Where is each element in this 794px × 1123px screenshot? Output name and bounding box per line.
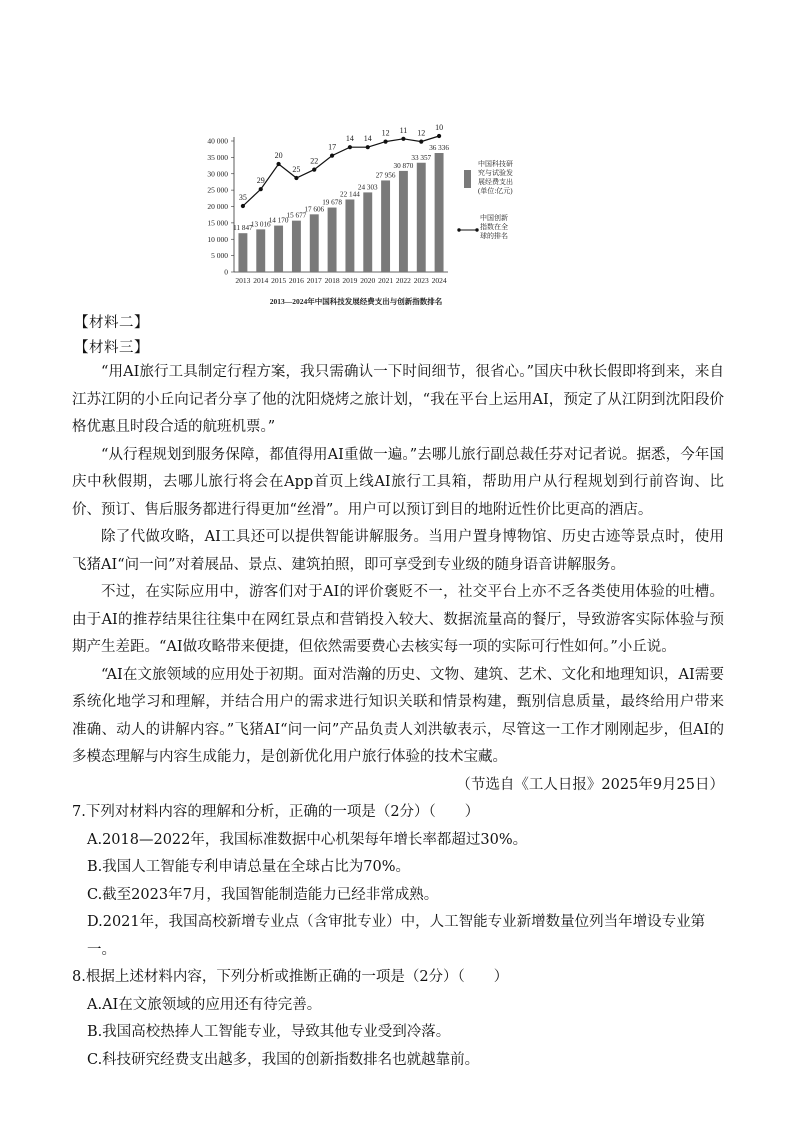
rank-value-label: 17 [328,142,337,152]
y-tick-label: 5 000 [211,251,228,261]
y-tick-label: 10 000 [207,234,228,244]
rank-point-2020 [366,145,370,149]
legend-bar-label: 中国科技研 [478,160,513,168]
bar-2024 [435,153,444,272]
rank-value-label: 11 [399,125,408,135]
rd-expenditure-innovation-chart [196,114,596,314]
legend-bar-label: 展经费支出 [478,178,513,186]
y-tick-label: 15 000 [207,218,228,228]
rank-value-label: 35 [238,193,247,202]
rank-point-2018 [330,154,334,158]
rank-point-2024 [437,134,441,138]
rank-point-2014 [259,187,263,191]
rank-value-label: 22 [310,156,319,166]
y-tick-label: 25 000 [207,185,228,195]
bar-value-label: 19 678 [322,198,342,207]
legend-line-label: 球的排名 [480,232,508,240]
x-tick-label: 2015 [271,276,287,285]
rank-value-label: 12 [417,128,426,138]
rank-value-label: 20 [274,151,283,160]
bar-value-label: 11 847 [233,224,253,233]
rank-point-2019 [348,145,352,149]
rank-value-label: 14 [345,134,354,144]
article-body [72,359,724,1074]
x-tick-label: 2022 [395,276,411,285]
question-7-option-b[interactable]: B.我国人工智能专利申请总量在全球占比为70%。 [87,859,410,875]
y-tick-label: 0 [224,267,228,277]
question-7-option-d[interactable]: D.2021年，我国高校新增专业点（含审批专业）中，人工智能专业新增数量位列当年增设专业第一。 [87,914,706,958]
legend-bar-label: (单位:亿元) [478,187,513,195]
bar-value-label: 30 870 [393,161,414,170]
bar-value-label: 24 303 [357,183,378,192]
rank-point-2017 [312,168,316,172]
y-tick-label: 35 000 [207,152,228,162]
bar-value-label: 33 357 [411,153,432,162]
rank-point-2022 [401,137,405,141]
bar-2014 [256,229,265,272]
material-two-label: 【材料二】 [74,315,149,331]
x-tick-label: 2018 [324,276,340,285]
x-tick-label: 2016 [288,276,304,285]
question-8-option-b[interactable]: B.我国高校热捧人工智能专业，导致其他专业受到冷落。 [87,1024,451,1040]
bar-value-label: 14 170 [268,216,289,225]
legend-line-dot [475,228,478,231]
legend-line-label: 中国创新 [480,214,508,222]
paragraph-3: 除了代做攻略，AI工具还可以提供智能讲解服务。当用户置身博物馆、历史古迹等景点时，使用飞猪AI“问一问”对着展品、景点、建筑拍照，即可享受到专业级的随身语音讲解服务。 [72,529,724,573]
bar-2020 [363,192,372,272]
paragraph-1: “用AI旅行工具制定行程方案，我只需确认一下时间细节，很省心。”国庆中秋长假即将到来，来自江苏江阴的小丘向记者分享了他的沈阳烧烤之旅计划，“我在平台上运用AI，预定了从江阴到沈阳段价格优惠且时段合适的航班机票。” [72,364,724,435]
bar-value-label: 17 606 [304,205,325,214]
legend-bar-label: 究与试验发 [478,169,513,177]
bar-2023 [417,163,426,272]
bar-2017 [310,214,319,272]
question-7-option-a[interactable]: A.2018—2022年，我国标准数据中心机架每年增长率都超过30%。 [87,831,528,848]
bar-value-label: 13 016 [250,220,271,229]
rank-value-label: 14 [363,134,372,144]
rank-value-label: 29 [256,176,265,186]
legend-bar-swatch [464,170,471,188]
bar-2015 [274,226,283,272]
bar-2016 [292,221,301,272]
bar-value-label: 22 144 [340,190,360,199]
question-8-option-a[interactable]: A.AI在文旅领域的应用还有待完善。 [87,996,322,1013]
x-tick-label: 2013 [235,276,251,285]
y-tick-label: 40 000 [207,136,228,146]
legend-line-dot [457,228,460,231]
bar-2019 [345,199,354,272]
x-tick-label: 2014 [253,276,269,285]
rank-point-2013 [241,204,245,208]
rank-value-label: 12 [381,128,390,138]
rank-point-2023 [419,140,423,144]
question-7-option-c[interactable]: C.截至2023年7月，我国智能制造能力已经非常成熟。 [87,886,439,903]
rank-value-label: 25 [292,165,301,174]
bar-2021 [381,180,390,272]
bar-value-label: 36 336 [429,143,449,152]
material-three-label: 【材料三】 [74,340,149,356]
y-tick-label: 20 000 [207,202,228,211]
rank-value-label: 10 [435,123,444,132]
chart-title: 2013—2024年中国科技发展经费支出与创新指数排名 [269,297,443,306]
legend-line-label: 指数在全 [480,223,508,231]
rank-point-2015 [276,162,280,166]
bar-2013 [238,233,247,272]
bar-2022 [399,171,408,272]
question-8-option-c[interactable]: C.科技研究经费支出越多，我国的创新指数排名也就越靠前。 [87,1051,480,1068]
question-8-stem: 8.根据上述材料内容，下列分析或推断正确的一项是（2分）（ ） [72,969,509,985]
bar-2018 [328,208,337,272]
rank-point-2016 [294,176,298,180]
x-tick-label: 2017 [306,276,322,285]
x-tick-label: 2024 [431,276,447,285]
x-tick-label: 2021 [378,276,394,285]
question-7-stem: 7.下列对材料内容的理解和分析，正确的一项是（2分）（ ） [72,804,480,820]
bar-value-label: 27 956 [375,171,396,180]
source-citation: （节选自《工人日报》2025年9月25日） [456,776,724,793]
rank-point-2021 [383,140,387,144]
paragraph-2: “从行程规划到服务保障，都值得用AI重做一遍。”去哪儿旅行副总裁任芬对记者说。据悉，今年国庆中秋假期，去哪儿旅行将会在App首页上线AI旅行工具箱，帮助用户从行程规划到行前咨询、比价、预订、售后服务都进行得更加“丝滑”。用户可以预订到目的地附近性价比更高的酒店。 [72,446,724,518]
x-tick-label: 2023 [413,276,429,285]
y-tick-label: 30 000 [207,169,228,179]
x-tick-label: 2020 [360,276,376,285]
bar-value-label: 15 677 [286,211,307,220]
x-tick-label: 2019 [342,276,358,285]
paragraph-4: 不过，在实际应用中，游客们对于AI的评价褒贬不一，社交平台上亦不乏各类使用体验的吐槽。由于AI的推荐结果往往集中在网红景点和营销投入较大、数据流量高的餐厅，导致游客实际体验与预期产生差距。“AI做攻略带来便捷，但依然需要费心去核实每一项的实际可行性如何。”小丘说。 [72,584,724,655]
paragraph-5: “AI在文旅领域的应用处于初期。面对浩瀚的历史、文物、建筑、艺术、文化和地理知识，AI需要系统化地学习和理解，并结合用户的需求进行知识关联和情景构建，甄别信息质量，最终给用户带来准确、动人的讲解内容。”飞猪AI“问一问”产品负责人刘洪敏表示，尽管这一工作才刚刚起步，但AI的多模态理解与内容生成能力，是创新优化用户旅行体验的技术宝藏。 [72,666,724,765]
